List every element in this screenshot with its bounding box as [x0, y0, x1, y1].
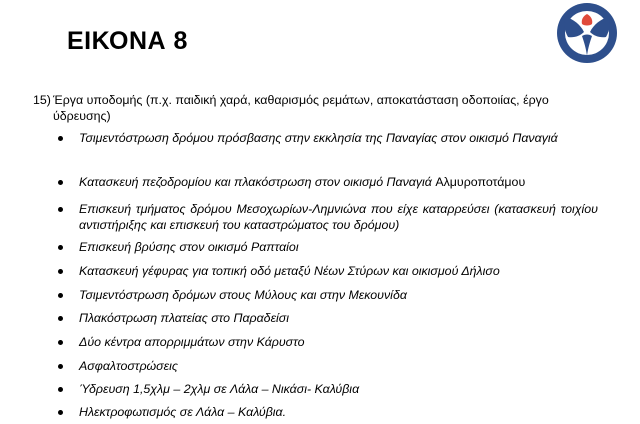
list-item [58, 381, 598, 397]
list-item-text: Επισκευή τμήματος δρόμου Μεσοχωρίων-Λημνιώνα που είχε καταρρεύσει (κατασκευή τοιχίου αντιστήριξης και επισκευή του καταστρώματος του δρόμου) [79, 202, 598, 232]
list-item-text: Ύδρευση 1,5χλμ – 2χλμ σε Λάλα – Νικάσι- Καλύβια [79, 382, 360, 396]
bullet-icon [58, 387, 63, 392]
list-item [58, 404, 598, 420]
list-item-text-main: Κατασκευή πεζοδρομίου και πλακόστρωση στον οικισμό Παναγιά [79, 175, 436, 189]
bullet-icon [58, 316, 63, 321]
bullet-icon [58, 269, 63, 274]
list-item-text: Πλακόστρωση πλατείας στο Παραδείσι [79, 311, 289, 325]
list-item-text [79, 174, 598, 190]
list-item-heading-text: Έργα υποδομής (π.χ. παιδική χαρά, καθαρισμός ρεμάτων, αποκατάσταση οδοποιίας, έργο ύδρευσης) [53, 93, 549, 123]
bullet-icon [58, 136, 63, 141]
list-item-text: Κατασκευή γέφυρας για τοπική οδό μεταξύ Νέων Στύρων και οικισμού Δήλισο [79, 264, 500, 278]
list-item-text: Επισκευή βρύσης στον οικισμό Ραπταίοι [79, 240, 299, 254]
list-item [58, 334, 598, 350]
bullet-icon [58, 293, 63, 298]
bullet-icon [58, 180, 63, 185]
list-item [58, 130, 598, 146]
list-item [58, 174, 598, 190]
list-item-text: Δύο κέντρα απορριμμάτων στην Κάρυστο [79, 335, 305, 349]
bullet-icon [58, 245, 63, 250]
bullet-icon [58, 340, 63, 345]
list-item [58, 239, 598, 255]
bullet-icon [58, 364, 63, 369]
list-item-text: Τσιμεντόστρωση δρόμων στους Μύλους και στην Μεκουνίδα [79, 288, 407, 302]
list-item-text-suffix: Αλμυροποτάμου [435, 175, 526, 189]
list-item-text: Τσιμεντόστρωση δρόμου πρόσβασης στην εκκλησία της Παναγίας στον οικισμό Παναγιά [79, 131, 558, 145]
list-item-text: Ασφαλτοστρώσεις [79, 359, 178, 373]
list-item [58, 263, 598, 279]
bullet-icon [58, 207, 63, 212]
list-item-number: 15) [33, 93, 51, 107]
list-item-text: Ηλεκτροφωτισμός σε Λάλα – Καλύβια. [79, 405, 287, 419]
list-item [58, 310, 598, 326]
bullet-icon [58, 410, 63, 415]
list-item [58, 287, 598, 303]
slide-title: ΕΙΚΟΝΑ 8 [67, 27, 188, 55]
list-item [58, 201, 598, 233]
list-item [58, 358, 598, 374]
